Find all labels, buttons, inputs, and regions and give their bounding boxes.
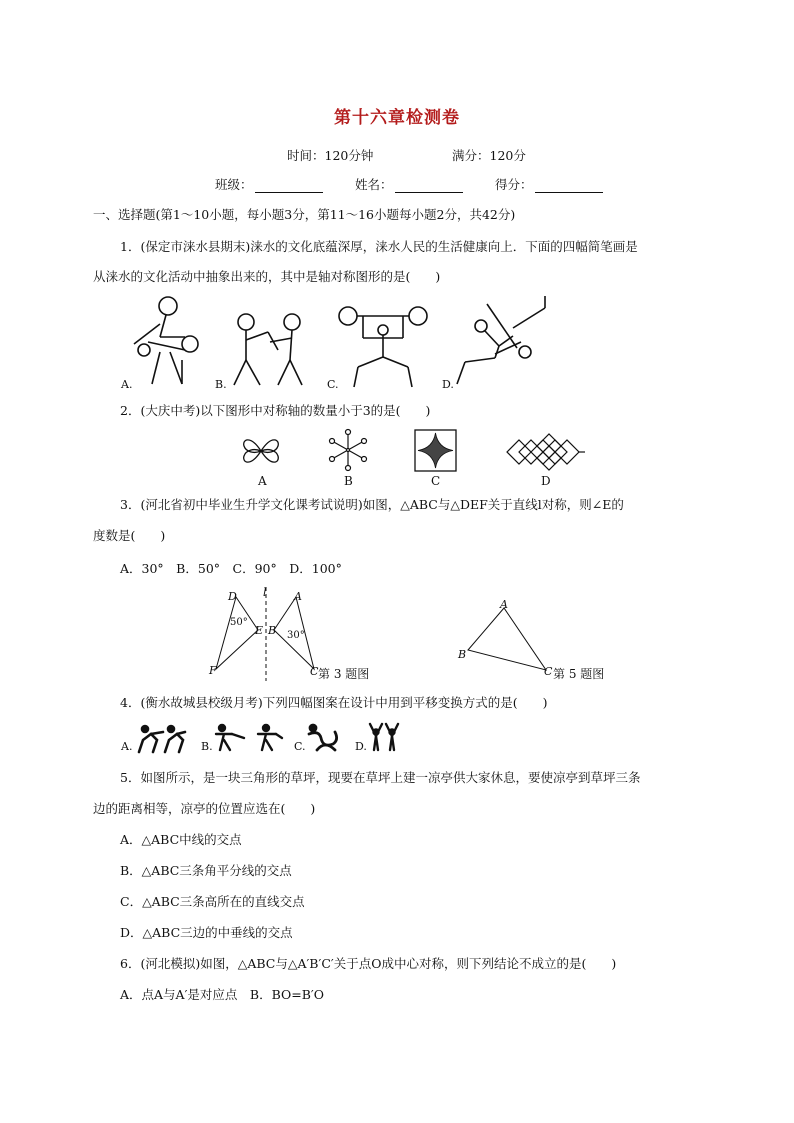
fig3-angle-50: 50° bbox=[230, 617, 248, 628]
q5-option-a: A．△ABC中线的交点 bbox=[120, 832, 242, 847]
q4-figure-d-dancers bbox=[368, 722, 400, 752]
q4-option-c: C. bbox=[294, 740, 306, 753]
exam-full-score: 满分：120分 bbox=[452, 148, 526, 163]
q4-figure-a-wrestlers bbox=[133, 724, 187, 754]
name-label: 姓名： bbox=[355, 177, 393, 192]
name-blank bbox=[395, 180, 463, 193]
q2-figure-c-square-star bbox=[414, 429, 457, 472]
q2-label-a: A bbox=[258, 474, 267, 488]
fig5-label-b: B bbox=[458, 648, 467, 661]
q1-figure-c-weightlifter bbox=[338, 302, 428, 392]
q5-line2: 边的距离相等，凉亭的位置应选在( ) bbox=[93, 801, 316, 816]
q5-option-d: D．△ABC三边的中垂线的交点 bbox=[120, 925, 293, 940]
fig5-label-a: A bbox=[500, 598, 508, 611]
fig3-label-a: A bbox=[294, 590, 302, 603]
q5-option-c: C．△ABC三条高所在的直线交点 bbox=[120, 894, 305, 909]
q2-figure-a-four-petal bbox=[240, 430, 282, 472]
q2-figure-b-asterisk bbox=[326, 428, 370, 472]
q2-label-b: B bbox=[344, 474, 353, 488]
class-label: 班级： bbox=[215, 177, 253, 192]
fig3-angle-30: 30° bbox=[287, 630, 305, 641]
fig3-caption: 第 3 题图 bbox=[318, 667, 370, 681]
q3-line1: 3．(河北省初中毕业生升学文化课考试说明)如图，△ABC与△DEF关于直线l对称，则∠E的 bbox=[120, 497, 624, 512]
q1-line2: 从涞水的文化活动中抽象出来的，其中是轴对称图形的是( ) bbox=[93, 269, 441, 284]
q3-options: A．30° B．50° C．90° D．100° bbox=[120, 561, 342, 576]
q4-option-d: D. bbox=[355, 740, 367, 753]
q4-option-a: A. bbox=[121, 740, 133, 753]
q4-question: 4．(衡水故城县校级月考)下列四幅图案在设计中用到平移变换方式的是( ) bbox=[120, 695, 548, 710]
q4-option-b: B. bbox=[201, 740, 213, 753]
name-field bbox=[355, 175, 463, 193]
fig3-label-f: F bbox=[209, 664, 217, 677]
q2-label-d: D bbox=[541, 474, 551, 488]
q1-figure-b-stick-figure bbox=[228, 310, 308, 390]
page-title: 第十六章检测卷 bbox=[334, 108, 460, 128]
q1-option-d: D. bbox=[442, 378, 454, 391]
fig3-label-d: D bbox=[228, 590, 237, 603]
q1-line1: 1．(保定市涞水县期末)涞水的文化底蕴深厚，涞水人民的生活健康向上．下面的四幅简笔画是 bbox=[120, 239, 638, 254]
q1-figure-d-stick-figure bbox=[455, 296, 555, 391]
fig3-label-c: C bbox=[310, 665, 319, 678]
q1-option-c: C. bbox=[327, 378, 339, 391]
q4-figure-b-fencers bbox=[214, 724, 284, 752]
score-blank bbox=[535, 180, 603, 193]
class-field bbox=[215, 175, 323, 193]
fig5-caption: 第 5 题图 bbox=[553, 667, 605, 681]
q5-option-b: B．△ABC三条角平分线的交点 bbox=[120, 863, 292, 878]
q1-figure-a-stick-figure bbox=[130, 292, 210, 387]
q5-line1: 5．如图所示，是一块三角形的草坪，现要在草坪上建一凉亭供大家休息，要使凉亭到草坪三条 bbox=[120, 770, 641, 785]
section-heading: 一、选择题(第1～10小题，每小题3分，第11～16小题每小题2分，共42分) bbox=[93, 207, 516, 222]
q1-option-a: A. bbox=[121, 378, 133, 391]
q4-figure-c-swirl bbox=[305, 722, 341, 752]
q6-options: A．点A与A′是对应点 B．BO=B′O bbox=[120, 987, 325, 1002]
score-label: 得分： bbox=[495, 177, 533, 192]
q1-option-b: B. bbox=[215, 378, 227, 391]
score-field bbox=[495, 175, 603, 193]
q2-label-c: C bbox=[431, 474, 441, 488]
fig3-label-e: E bbox=[255, 624, 264, 637]
exam-time: 时间：120分钟 bbox=[287, 148, 374, 163]
fig3-label-b: B bbox=[268, 624, 277, 637]
q3-line2: 度数是( ) bbox=[93, 528, 166, 543]
q6-question: 6．(河北模拟)如图，△ABC与△A′B′C′关于点O成中心对称，则下列结论不成立的是( ) bbox=[120, 956, 617, 971]
q2-figure-d-knot bbox=[505, 432, 587, 472]
fig3-label-l: l bbox=[263, 586, 267, 599]
q2-question: 2．(大庆中考)以下图形中对称轴的数量小于3的是( ) bbox=[120, 403, 431, 418]
fig5-label-c: C bbox=[544, 665, 553, 678]
class-blank bbox=[255, 180, 323, 193]
